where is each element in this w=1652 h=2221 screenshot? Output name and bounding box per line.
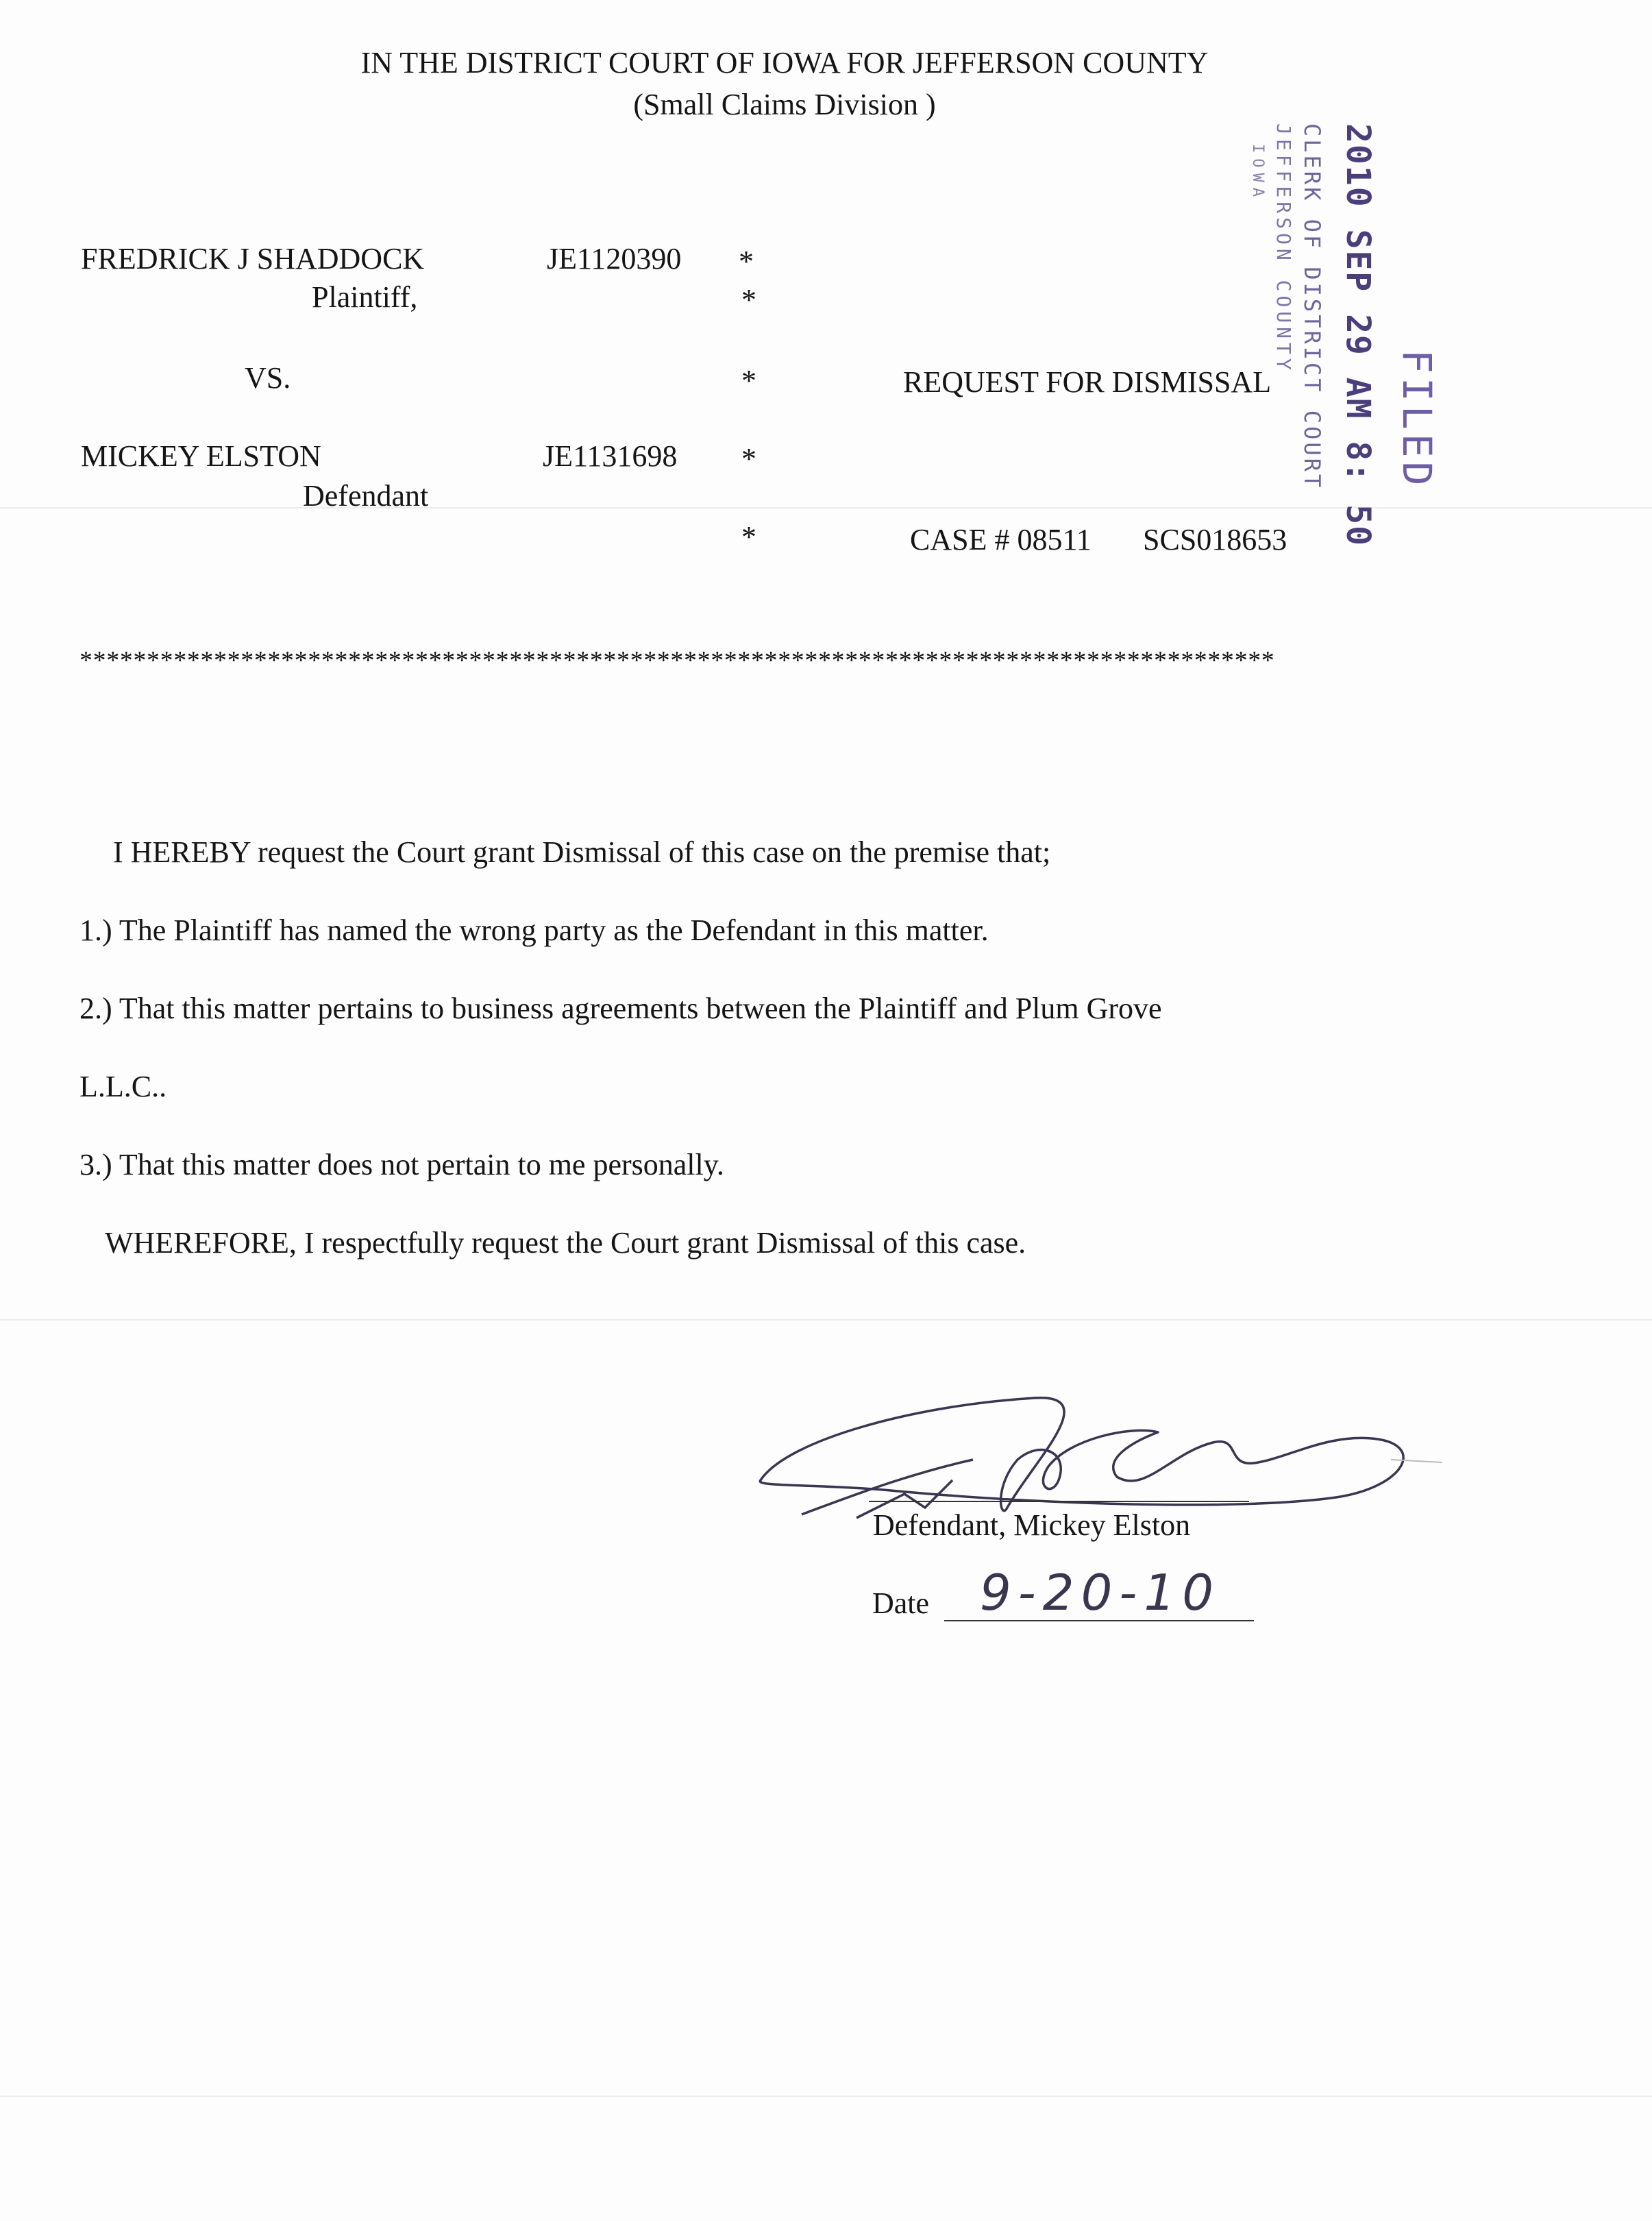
case-number: SCS018653: [1143, 523, 1287, 556]
stamp-clerk: CLERK OF DISTRICT COURT: [1299, 123, 1325, 491]
stamp-county: JEFFERSON COUNTY: [1272, 123, 1295, 374]
plaintiff-id: JE1120390: [547, 242, 682, 275]
request-closing: WHEREFORE, I respectfully request the Court grant Dismissal of this case.: [105, 1226, 1026, 1260]
request-intro: I HEREBY request the Court grant Dismissal of this case on the premise that;: [113, 835, 1051, 869]
defendant-role: Defendant: [303, 479, 429, 513]
signature-line: [869, 1501, 1249, 1502]
court-title: IN THE DISTRICT COURT OF IOWA FOR JEFFERSON COUNTY: [360, 46, 1209, 79]
caption-star: *: [739, 245, 754, 278]
filed-stamp: [1233, 123, 1459, 547]
caption-star: *: [741, 520, 756, 554]
caption-star: *: [741, 283, 756, 317]
versus-label: VS.: [245, 361, 291, 395]
case-label: CASE # 08511: [910, 523, 1092, 556]
stamp-state: IOWA: [1249, 144, 1266, 202]
stamp-filed: FILED: [1394, 349, 1440, 490]
request-item-2-continued: L.L.C..: [79, 1070, 167, 1103]
date-value: 9-20-10: [980, 1564, 1221, 1621]
plaintiff-name: FREDRICK J SHADDOCK: [81, 242, 425, 275]
stamp-date-time: 2010 SEP 29 AM 8: 50: [1339, 123, 1377, 547]
document-title: REQUEST FOR DISMISSAL: [903, 365, 1272, 399]
court-division: (Small Claims Division ): [633, 88, 936, 121]
caption-star: *: [741, 364, 756, 397]
fold-line: [0, 507, 1652, 508]
request-item-1: 1.) The Plaintiff has named the wrong party as the Defendant in this matter.: [79, 913, 989, 947]
fold-line: [0, 2096, 1652, 2097]
signature-label: Defendant, Mickey Elston: [873, 1508, 1191, 1542]
plaintiff-role: Plaintiff,: [312, 280, 418, 314]
date-label: Date: [872, 1586, 930, 1620]
separator-line: *****************************************************************************************: [79, 646, 1275, 675]
defendant-id: JE1131698: [543, 439, 678, 473]
caption-star: *: [741, 442, 756, 476]
fold-line: [0, 1319, 1652, 1321]
request-item-2: 2.) That this matter pertains to business agreements between the Plaintiff and Plum Grove: [79, 992, 1162, 1025]
defendant-name: MICKEY ELSTON: [81, 439, 321, 473]
request-item-3: 3.) That this matter does not pertain to me personally.: [79, 1148, 724, 1181]
